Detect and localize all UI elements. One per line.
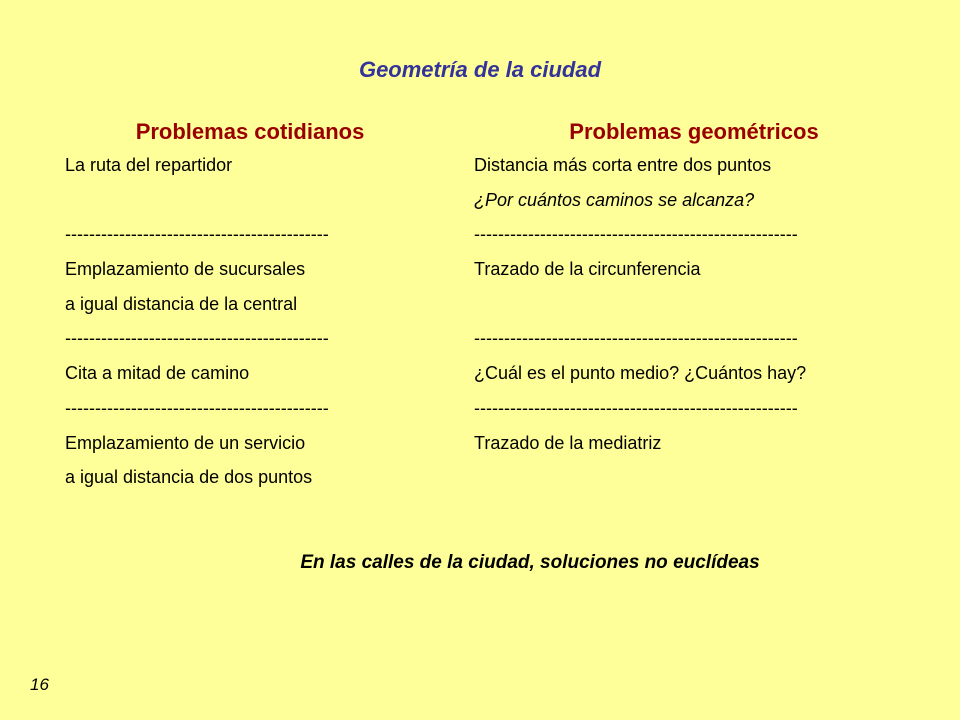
left-column [65, 116, 455, 495]
left-line-1: La ruta del repartidor [65, 155, 233, 175]
right-separator-2: ------------------------------------------------------ [474, 328, 798, 349]
right-line-4: Trazado de la circunferencia [474, 259, 701, 280]
right-separator-1: ------------------------------------------------------ [474, 224, 798, 245]
right-line-2: ¿Por cuántos caminos se alcanza? [474, 189, 755, 210]
right-line-1: Distancia más corta entre dos puntos [474, 155, 772, 175]
left-separator-2: -------------------------------------------- [65, 328, 329, 349]
left-separator-3: -------------------------------------------- [65, 397, 329, 418]
left-line-2 [65, 183, 455, 218]
left-line-4: Emplazamiento de sucursales [65, 259, 306, 280]
page-number: 16 [30, 675, 49, 694]
left-separator-1: -------------------------------------------- [65, 224, 329, 245]
slide-title: Geometría de la ciudad [358, 57, 602, 82]
left-line-10: a igual distancia de dos puntos [65, 467, 313, 488]
left-line-9: Emplazamiento de un servicio [65, 432, 306, 453]
right-column [474, 116, 944, 495]
left-column-heading: Problemas cotidianos [135, 119, 365, 144]
right-separator-3: ------------------------------------------------------ [474, 397, 798, 418]
right-column-heading: Problemas geométricos [569, 119, 819, 144]
slide-footer: En las calles de la ciudad, soluciones no euclídeas [300, 552, 760, 573]
right-line-10 [474, 460, 944, 495]
left-line-7: Cita a mitad de camino [65, 363, 250, 384]
left-line-5: a igual distancia de la central [65, 293, 298, 314]
right-line-9: Trazado de la mediatriz [474, 432, 662, 453]
right-line-7: ¿Cuál es el punto medio? ¿Cuántos hay? [474, 363, 807, 384]
right-line-5 [474, 287, 944, 322]
